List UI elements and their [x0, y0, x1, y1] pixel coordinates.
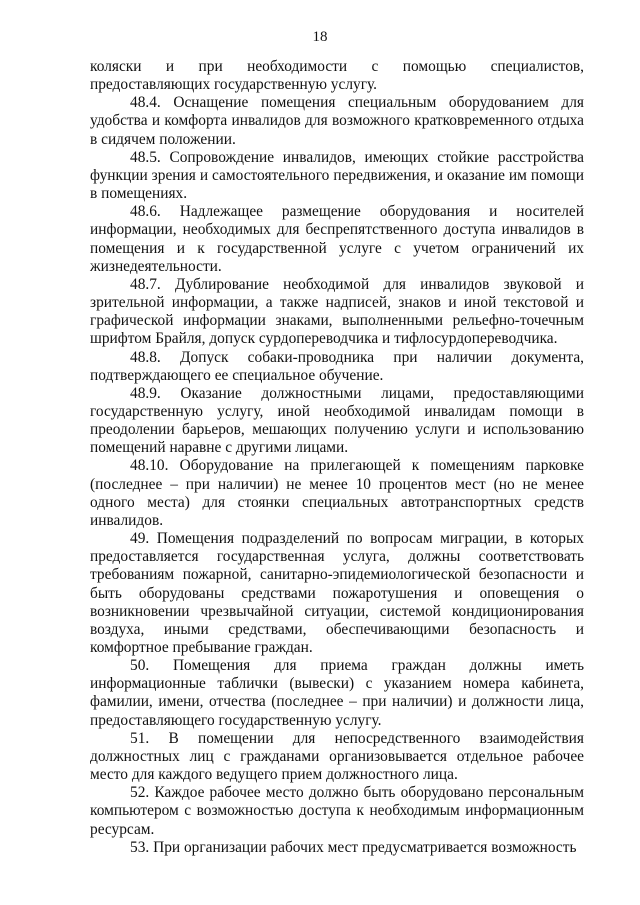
paragraph-continuation: коляски и при необходимости с помощью специалистов, предоставляющих государственную услугу. — [90, 58, 584, 94]
paragraph-48-8: 48.8. Допуск собаки-проводника при наличии документа, подтверждающего ее специальное обучение. — [90, 348, 584, 384]
document-body — [90, 58, 584, 857]
paragraph-51: 51. В помещении для непосредственного взаимодействия должностных лиц с гражданами организовывается отдельное рабочее место для каждого ведущего прием должностного лица. — [90, 729, 584, 784]
page-number: 18 — [312, 29, 328, 45]
paragraph-48-9: 48.9. Оказание должностными лицами, предоставляющими государственную услугу, иной необходимой инвалидам помощи в преодолении барьеров, мешающих получению услуги и использованию помещений наравне с другими лицами. — [90, 384, 584, 457]
paragraph-50: 50. Помещения для приема граждан должны иметь информационные таблички (вывески) с указанием номера кабинета, фамилии, имени, отчества (последнее – при наличии) и должности лица, предоставляющего государственную услугу. — [90, 657, 584, 729]
paragraph-48-10: 48.10. Оборудование на прилегающей к помещениям парковке (последнее – при наличии) не менее 10 процентов мест (но не менее одного места) для стоянки специальных автотранспортных средств инвалидов. — [90, 457, 584, 529]
paragraph-49: 49. Помещения подразделений по вопросам миграции, в которых предоставляется государственная услуга, должны соответствовать требованиям пожарной, санитарно-эпидемиологической безопасности и быть оборудованы средствами пожаротушения и оповещения о возникновении чрезвычайной ситуации, системой кондиционирования воздуха, иными средствами, обеспечивающими безопасность и комфортное пребывание граждан. — [90, 530, 584, 656]
paragraph-48-5: 48.5. Сопровождение инвалидов, имеющих стойкие расстройства функции зрения и самостоятельного передвижения, и оказание им помощи в помещениях. — [90, 148, 584, 203]
paragraph-53: 53. При организации рабочих мест предусматривается возможность — [130, 838, 577, 856]
paragraph-52: 52. Каждое рабочее место должно быть оборудовано персональным компьютером с возможностью доступа к необходимым информационным ресурсам. — [90, 784, 584, 838]
paragraph-48-7: 48.7. Дублирование необходимой для инвалидов звуковой и зрительной информации, а также надписей, знаков и иной текстовой и графической информации знаками, выполненными рельефно-точечным шрифтом Брайля, допуск сурдопереводчика и тифлосурдопереводчика. — [90, 275, 584, 348]
paragraph-48-4: 48.4. Оснащение помещения специальным оборудованием для удобства и комфорта инвалидов для возможного кратковременного отдыха в сидячем положении. — [90, 94, 584, 148]
paragraph-48-6: 48.6. Надлежащее размещение оборудования и носителей информации, необходимых для беспрепятственного доступа инвалидов в помещения и к государственной услуге с учетом ограничений их жизнедеятельности. — [90, 203, 584, 275]
